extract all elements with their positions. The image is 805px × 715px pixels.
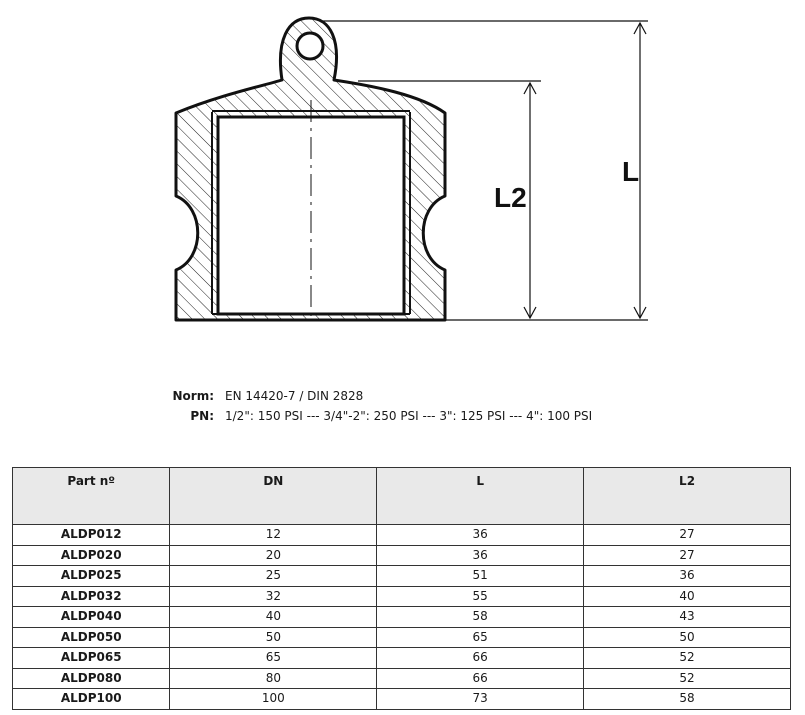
l-cell: 55 — [377, 586, 584, 607]
col-header-l2: L2 — [584, 468, 791, 525]
l2-cell: 58 — [584, 689, 791, 710]
eyelet-hole — [297, 33, 323, 59]
table-row — [13, 566, 791, 587]
dn-cell: 100 — [170, 689, 377, 710]
dn-cell: 40 — [170, 607, 377, 628]
dn-cell: 20 — [170, 545, 377, 566]
table-row — [13, 607, 791, 628]
l2-cell: 36 — [584, 566, 791, 587]
part-number-cell: ALDP065 — [13, 648, 170, 669]
table-row — [13, 668, 791, 689]
header-row — [13, 468, 791, 525]
dn-cell: 25 — [170, 566, 377, 587]
col-header-dn: DN — [170, 468, 377, 525]
part-number-cell: ALDP025 — [13, 566, 170, 587]
l2-cell: 27 — [584, 545, 791, 566]
dn-cell: 32 — [170, 586, 377, 607]
table-row — [13, 689, 791, 710]
part-number-cell: ALDP032 — [13, 586, 170, 607]
dn-cell: 80 — [170, 668, 377, 689]
l2-cell: 50 — [584, 627, 791, 648]
part-number-cell: ALDP080 — [13, 668, 170, 689]
part-number-cell: ALDP050 — [13, 627, 170, 648]
dn-cell: 65 — [170, 648, 377, 669]
dn-cell: 50 — [170, 627, 377, 648]
spec-pn — [172, 406, 592, 426]
table-row — [13, 525, 791, 546]
l-cell: 66 — [377, 648, 584, 669]
l2-cell: 52 — [584, 668, 791, 689]
part-number-cell: ALDP040 — [13, 607, 170, 628]
col-header-part-no: Part nº — [13, 468, 170, 525]
l2-cell: 40 — [584, 586, 791, 607]
table-row — [13, 627, 791, 648]
l-cell: 51 — [377, 566, 584, 587]
l-cell: 73 — [377, 689, 584, 710]
l2-cell: 52 — [584, 648, 791, 669]
part-number-cell: ALDP012 — [13, 525, 170, 546]
dim-L2-label: L2 — [494, 182, 527, 213]
part-number-cell: ALDP020 — [13, 545, 170, 566]
dim-L-label: L — [622, 156, 640, 187]
col-header-l: L — [377, 468, 584, 525]
l-cell: 66 — [377, 668, 584, 689]
spec-pn-label: PN: — [190, 409, 214, 423]
spec-norm — [172, 386, 592, 406]
specifications — [172, 386, 592, 426]
spec-pn-value: 1/2": 150 PSI --- 3/4"-2": 250 PSI --- 3": 125 PSI --- 4": 100 PSI — [225, 409, 593, 423]
spec-norm-label: Norm: — [172, 389, 214, 403]
parts-table — [12, 467, 791, 710]
part-number-cell: ALDP100 — [13, 689, 170, 710]
table-row — [13, 586, 791, 607]
dn-cell: 12 — [170, 525, 377, 546]
table-row — [13, 648, 791, 669]
l2-cell: 27 — [584, 525, 791, 546]
spec-norm-value: EN 14420-7 / DIN 2828 — [225, 389, 364, 403]
l-cell: 65 — [377, 627, 584, 648]
l2-cell: 43 — [584, 607, 791, 628]
l-cell: 58 — [377, 607, 584, 628]
l-cell: 36 — [377, 525, 584, 546]
table-row — [13, 545, 791, 566]
l-cell: 36 — [377, 545, 584, 566]
